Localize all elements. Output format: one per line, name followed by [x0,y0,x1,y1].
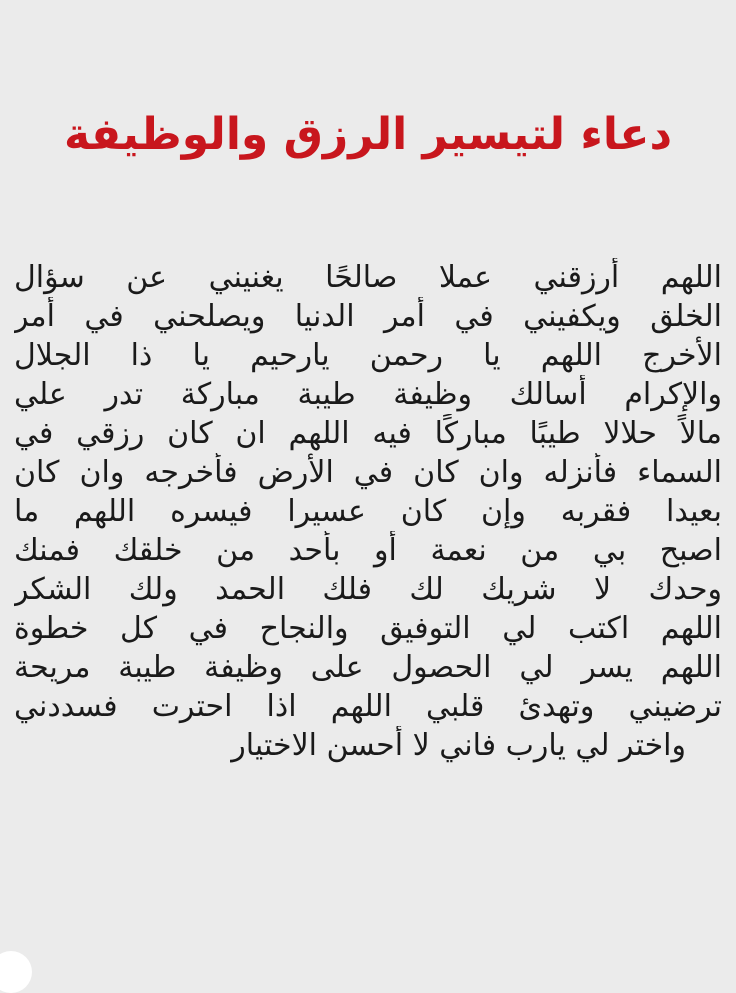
text-line: واختر لي يارب فاني لا أحسن الاختيار [231,728,686,763]
text-line: ترضيني وتهدئ قلبي اللهم اذا احترت فسددني [14,689,722,724]
text-line: وحدك لا شريك لك فلك الحمد ولك الشكر [14,572,722,607]
text-line: اللهم يسر لي الحصول على وظيفة طيبة مريحة [14,650,722,685]
prayer-text [14,258,722,765]
text-line: اللهم اكتب لي التوفيق والنجاح في كل خطوة [14,611,722,646]
text-line: بعيدا فقربه وإن كان عسيرا فيسره اللهم ما [14,494,722,529]
text-line: الأخرج اللهم يا رحمن يارحيم يا ذا الجلال [14,338,722,373]
text-line: اللهم أرزقني عملا صالحًا يغنيني عن سؤال [14,260,722,295]
text-line: مالاً حلالا طيبًا مباركًا فيه اللهم ان كان رزقي في [14,416,722,451]
text-line: والإكرام أسالك وظيفة طيبة مباركة تدر علي [14,377,722,412]
text-line: السماء فأنزله وان كان في الأرض فأخرجه وان كان [14,455,722,490]
text-line: الخلق ويكفيني في أمر الدنيا ويصلحني في أمر [14,299,722,334]
page-title: دعاء لتيسير الرزق والوظيفة [63,109,673,160]
text-line: اصبح بي من نعمة أو بأحد من خلقك فمنك [14,533,722,568]
corner-circle-decoration [0,951,32,993]
